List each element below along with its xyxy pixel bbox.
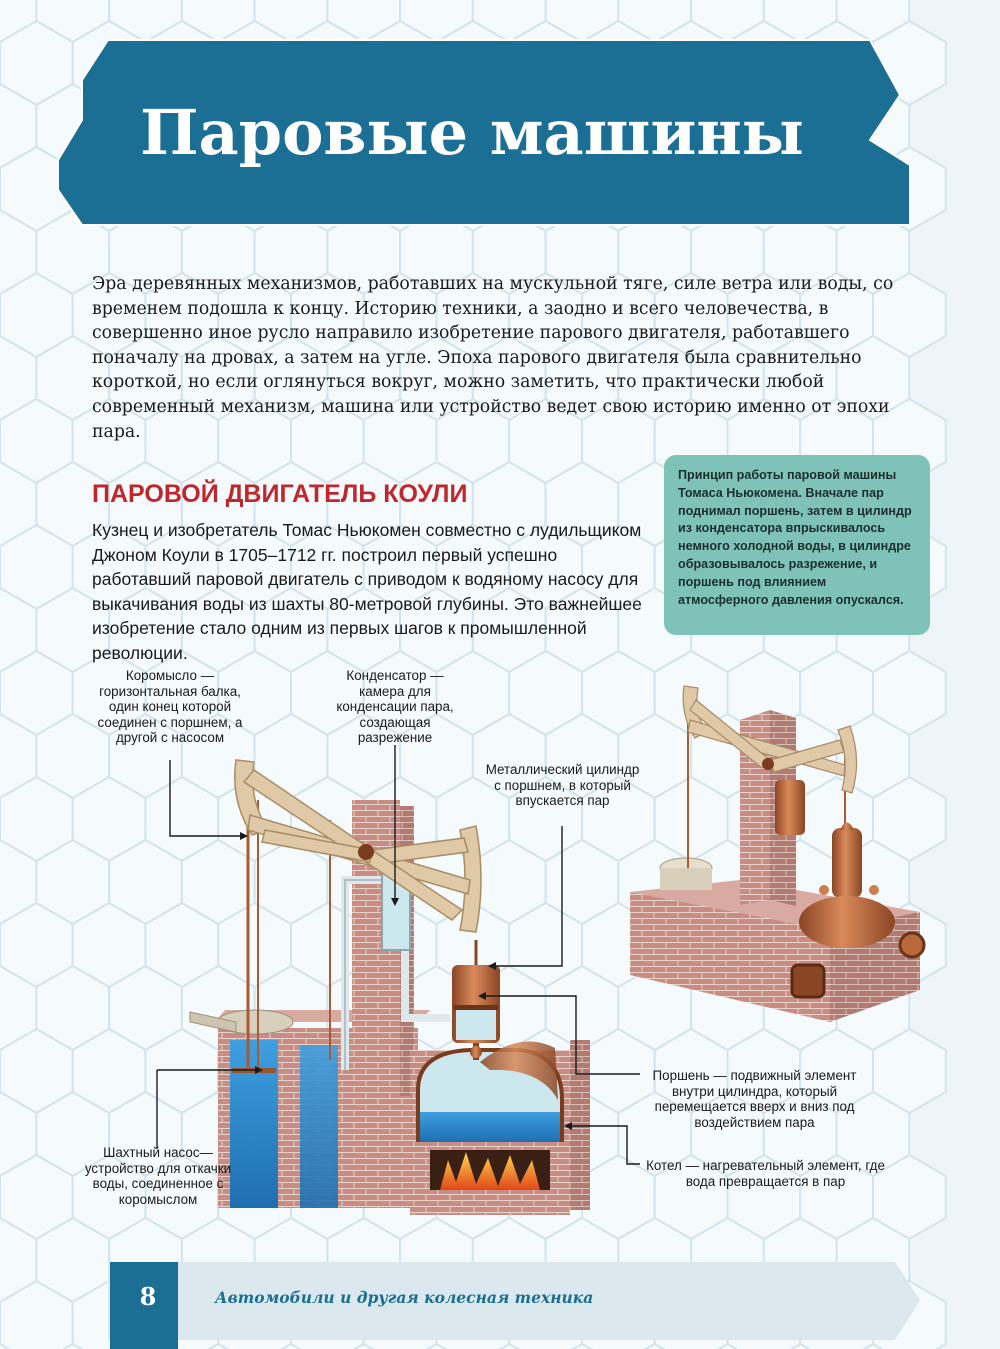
page-number: 8 — [139, 1282, 157, 1311]
label-boiler: Котел — нагревательный элемент, где вода превращается в пар — [646, 1158, 885, 1189]
label-cylinder: Металлический цилиндр с поршнем, в который впускается пар — [485, 762, 640, 809]
main-engine — [190, 760, 590, 1215]
label-beam: Коромысло — горизонтальная балка, один конец которой соединен с поршнем, а другой с насосом — [97, 668, 243, 746]
intro-paragraph: Эра деревянных механизмов, работавших на мускульной тяге, силе ветра или воды, со временем подошла к концу. Историю техники, а заодно и всего человечества, в совершенно иное русло направило изобретение парового двигателя, работавшего поначалу на дровах, а затем на угле. Эпоха парового двигателя была сравнительно короткой, но если оглянуться вокруг, можно заметить, что практически любой современный механизм, машина или устройство ведет свою историю именно от эпохи пара. — [92, 274, 894, 442]
info-box — [664, 455, 930, 635]
book-title: Автомобили и другая колесная техника — [215, 1288, 594, 1307]
section-heading: ПАРОВОЙ ДВИГАТЕЛЬ КОУЛИ — [92, 480, 468, 508]
label-piston: Поршень — подвижный элемент внутри цилиндра, который перемещается вверх и вниз под воздействием пара — [652, 1068, 857, 1130]
section-paragraph: Кузнец и изобретатель Томас Ньюкомен совместно с лудильщиком Джоном Коули в 1705–1712 гг. построил первый успешно работавший паровой двигатель с приводом к водяному насосу для выкачивания воды из шахты 80-метровой глубины. Это важнейшее изобретение стало одним из первых шагов к промышленной революции. — [92, 520, 642, 663]
info-box-text: Принцип работы паровой машины Томаса Ньюкомена. Вначале пар поднимал поршень, затем в цилиндр из конденсатора впрыскивалось немного холодной воды, в цилиндре образовывалось разрежение, и поршень под влиянием атмосферного давления опускался. — [678, 468, 912, 607]
page-title: Паровые машины — [140, 96, 804, 169]
label-condenser: Конденсатор — камера для конденсации пара, создающая разрежение — [336, 668, 454, 746]
exterior-engine — [630, 686, 924, 1022]
label-pump: Шахтный насос—устройство для откачки воды, соединенное с коромыслом — [84, 1145, 232, 1207]
